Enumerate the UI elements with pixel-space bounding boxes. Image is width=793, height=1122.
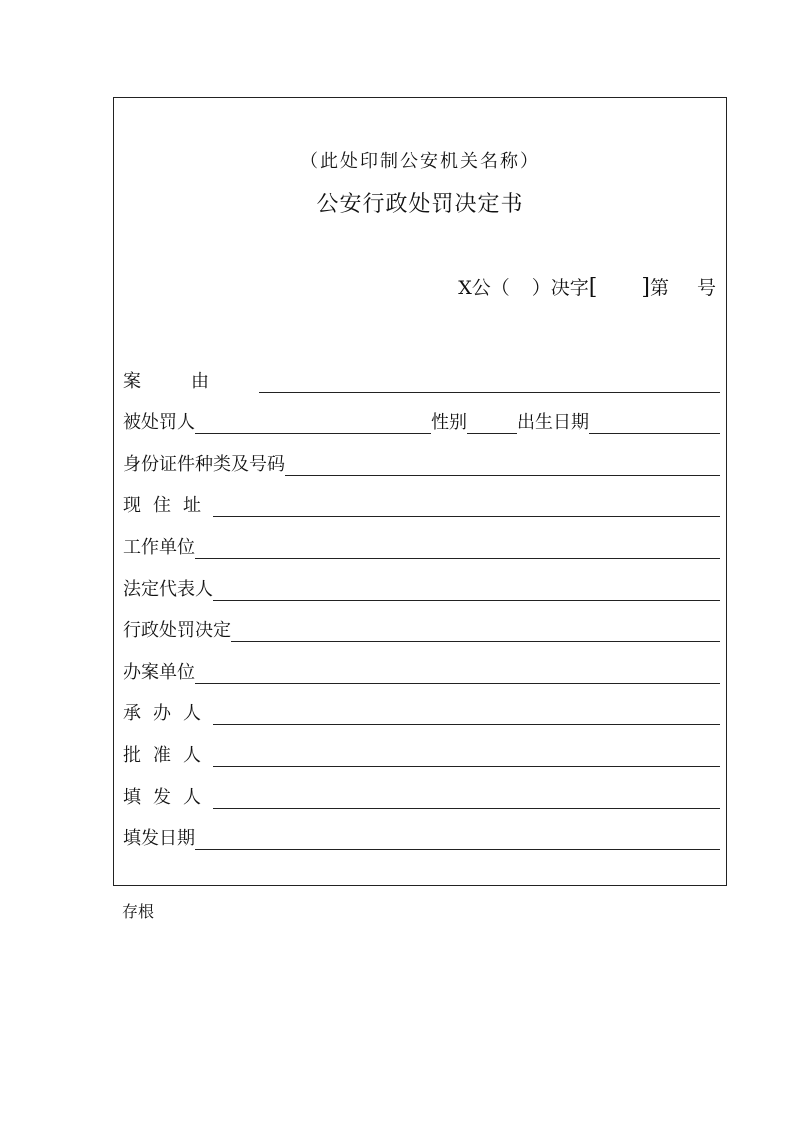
issue-date-label: 填发日期 [123, 828, 195, 850]
case-reason-label: 案由 [123, 370, 259, 392]
field-row-handling-unit [123, 646, 720, 688]
current-address-label: 现住址 [123, 495, 213, 517]
form-fields [123, 355, 720, 854]
issue-date-input-line[interactable] [195, 827, 720, 850]
penalty-decision-label: 行政处罚决定 [123, 620, 231, 642]
case-reason-input-line[interactable] [259, 370, 720, 393]
field-row-penalty-decision [123, 605, 720, 647]
field-row-legal-rep [123, 563, 720, 605]
doc-number-di: 第 [649, 277, 669, 299]
approver-label: 批准人 [123, 744, 213, 766]
field-row-issuer [123, 771, 720, 813]
id-type-number-label: 身份证件种类及号码 [123, 453, 285, 475]
doc-number-hao: 号 [696, 277, 716, 299]
work-unit-input-line[interactable] [195, 536, 720, 559]
document-number [458, 273, 716, 300]
punished-person-input-line[interactable] [195, 411, 431, 434]
field-row-punished-person [123, 397, 720, 439]
field-row-issue-date [123, 813, 720, 855]
birth-date-label: 出生日期 [517, 412, 589, 434]
field-row-id [123, 438, 720, 480]
stub-label: 存根 [122, 902, 155, 921]
field-row-handler [123, 688, 720, 730]
field-row-work-unit [123, 521, 720, 563]
current-address-input-line[interactable] [213, 494, 720, 517]
doc-number-decision-char: ）决字 [531, 277, 589, 299]
handler-input-line[interactable] [213, 702, 720, 725]
penalty-decision-input-line[interactable] [231, 619, 720, 642]
handling-unit-label: 办案单位 [123, 661, 195, 683]
field-row-case-reason [123, 355, 720, 397]
doc-number-close-bracket: ] [641, 275, 650, 300]
handling-unit-input-line[interactable] [195, 661, 720, 684]
field-row-approver [123, 729, 720, 771]
punished-person-label: 被处罚人 [123, 412, 195, 434]
issuer-input-line[interactable] [213, 786, 720, 809]
legal-rep-label: 法定代表人 [123, 578, 213, 600]
gender-label: 性别 [431, 412, 467, 434]
gender-input-line[interactable] [467, 411, 517, 434]
doc-number-open-bracket: [ [588, 275, 598, 300]
work-unit-label: 工作单位 [123, 536, 195, 558]
birth-date-input-line[interactable] [589, 411, 720, 434]
document-title: 公安行政处罚决定书 [316, 192, 524, 217]
approver-input-line[interactable] [213, 744, 720, 767]
id-type-number-input-line[interactable] [285, 453, 720, 476]
field-row-address [123, 480, 720, 522]
issuer-label: 填发人 [123, 786, 213, 808]
org-name-placeholder: （此处印制公安机关名称） [300, 151, 540, 172]
legal-rep-input-line[interactable] [213, 578, 720, 601]
doc-number-prefix: X公（ [458, 277, 510, 299]
handler-label: 承办人 [123, 703, 213, 725]
decision-form [113, 97, 727, 886]
